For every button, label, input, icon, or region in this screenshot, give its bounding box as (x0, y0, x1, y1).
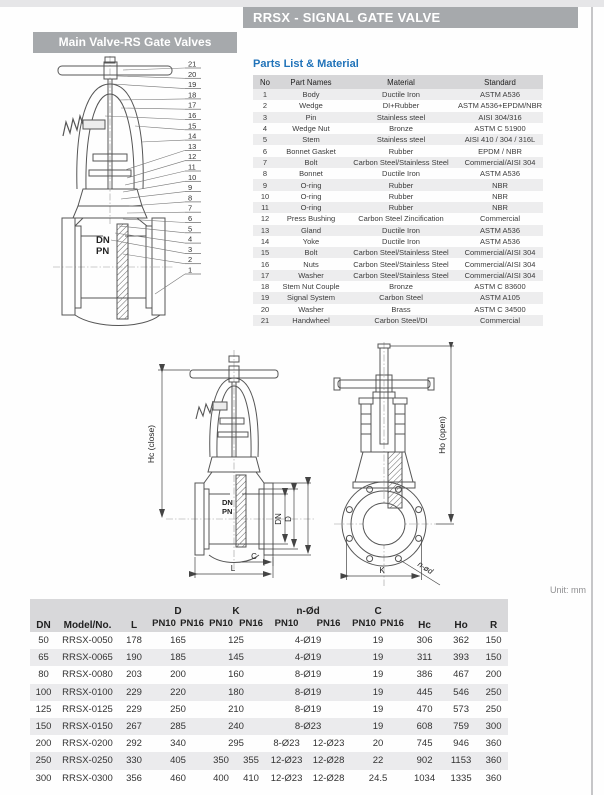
parts-list-section (253, 58, 545, 326)
dim-table-row: 80 RRSX-0080 203 200 160 8-Ø19 19 386 467 200 (38, 669, 502, 681)
dim-table-row: 50 RRSX-0050 178 165 125 4-Ø19 19 306 362 150 (38, 635, 502, 647)
dim-header-row-1 (30, 599, 508, 618)
dim-table-row: 300 RRSX-0300 356 460 400 410 12-Ø23 12-Ø28 24.5 1034 1335 360 (35, 772, 502, 784)
dim-table-row: 250 RRSX-0250 330 405 350 355 12-Ø23 12-Ø28 22 902 1153 360 (30, 752, 508, 769)
parts-table-row: 12 Press Bushing Carbon Steel Zincification Commercial (260, 214, 520, 224)
hc-close-dimension-label: Hc (close) (146, 424, 156, 464)
drawing-pn-label: PN (96, 246, 110, 257)
valve-cutaway-drawing (25, 56, 205, 338)
dim-sub-k-pn16: PN16 (236, 618, 266, 632)
d-dimension-label: D (284, 516, 293, 522)
l-dimension-label: L (230, 564, 236, 573)
section-subtitle: Main Valve-RS Gate Valves (58, 35, 212, 49)
dim-sub-d-pn10: PN10 (150, 618, 178, 632)
dimensions-table (30, 599, 508, 787)
parts-col-standard: Standard (457, 75, 543, 89)
parts-table-row: 14 Yoke Ductile Iron ASTM A536 (260, 237, 521, 246)
callout-number: 20 (188, 69, 197, 79)
n-od-dimension-label: n-ød (416, 559, 435, 577)
callout-number: 17 (188, 100, 197, 110)
parts-table-row: 8 Bonnet Ductile Iron ASTM A536 (262, 169, 521, 179)
page-border-line (591, 7, 593, 795)
callout-number: 21 (188, 59, 197, 69)
dim-col-hc: Hc (406, 599, 443, 632)
parts-table-row: 4 Wedge Nut Bronze ASTM C 51900 (262, 124, 526, 134)
parts-table-row: 16 Nuts Carbon Steel/Stainless Steel Commercial/AISI 304 (260, 259, 536, 269)
parts-table-body (253, 89, 543, 326)
unit-label: Unit: mm (550, 585, 586, 595)
dim-col-ho: Ho (443, 599, 479, 632)
page-top-strip (0, 0, 604, 7)
parts-col-part-names: Part Names (277, 75, 345, 89)
parts-table-row: 15 Bolt Carbon Steel/Stainless Steel Commercial/AISI 304 (253, 247, 543, 258)
callout-number: 13 (188, 141, 197, 151)
parts-col-no: No (253, 75, 277, 89)
callout-number: 3 (188, 244, 193, 254)
parts-table-row: 19 Signal System Carbon Steel ASTM A105 (253, 292, 543, 303)
parts-table-header-row (253, 75, 543, 89)
callout-number: 1 (188, 265, 193, 275)
parts-table-row: 3 Pin Stainless steel AISI 304/316 (253, 112, 543, 123)
section-subtitle-bar (33, 32, 237, 53)
callout-number: 4 (188, 234, 193, 244)
callout-number: 7 (188, 203, 193, 213)
dim-sub-d-pn16: PN16 (178, 618, 206, 632)
dim-col-c: C (350, 599, 406, 618)
parts-table-row: 7 Bolt Carbon Steel/Stainless Steel Commercial/AISI 304 (253, 157, 543, 168)
parts-table-row: 9 O-ring Rubber NBR (253, 179, 543, 190)
dim-col-r: R (479, 599, 508, 632)
callout-number: 19 (188, 80, 197, 90)
dim-sub-c-pn16: PN16 (378, 618, 406, 632)
dim-sub-nd-pn10: PN10 (266, 618, 307, 632)
dim-col-l: L (118, 599, 150, 632)
page-title-bar (243, 7, 578, 28)
dim-col-d: D (150, 599, 206, 618)
valve-open-dimension-drawing (318, 342, 508, 590)
callout-number: 12 (188, 152, 197, 162)
dim-table-row: 150 RRSX-0150 267 285 240 8-Ø23 19 608 759 300 (30, 718, 508, 735)
parts-table-row: 20 Washer Brass ASTM C 34500 (260, 304, 526, 314)
parts-table-row: 5 Stem Stainless steel AISI 410 / 304 / 316L (253, 134, 543, 145)
callout-number: 5 (188, 224, 193, 234)
dim-table-row: 200 RRSX-0200 292 340 295 8-Ø23 12-Ø23 20 745 946 360 (35, 738, 502, 750)
parts-table-row: 2 Wedge DI+Rubber ASTM A536+EPDM/NBR (262, 101, 542, 111)
dim-col-dn: DN (30, 599, 57, 632)
dim-sub-c-pn10: PN10 (350, 618, 378, 632)
c-dimension-label: C (251, 552, 257, 561)
parts-table (253, 75, 543, 326)
parts-table-row: 18 Stem Nut Couple Bronze ASTM C 83600 (260, 282, 526, 292)
valve-cutaway-dn-pn-label (96, 235, 110, 257)
parts-table-row: 11 O-ring Rubber NBR (253, 202, 543, 213)
dn-dimension-label: DN (274, 513, 283, 525)
k-dimension-label: K (379, 566, 385, 575)
callout-number: 10 (188, 172, 197, 182)
callout-number: 9 (188, 183, 193, 193)
page-title: RRSX - SIGNAL GATE VALVE (253, 10, 441, 25)
dim-table-row: 100 RRSX-0100 229 220 180 8-Ø19 19 445 546 250 (30, 684, 508, 701)
dim-col-k: K (206, 599, 266, 618)
parts-table-row: 21 Handwheel Carbon Steel/DI Commercial (253, 315, 543, 326)
parts-table-row: 13 Gland Ductile Iron ASTM A536 (253, 225, 543, 236)
dim-table-row: 125 RRSX-0125 229 250 210 8-Ø19 19 470 573 250 (35, 703, 502, 715)
callout-number: 2 (188, 255, 193, 265)
dim-sub-nd-pn16: PN16 (307, 618, 350, 632)
dim-table-body (30, 632, 508, 787)
parts-table-row: 6 Bonnet Gasket Rubber EPDM / NBR (262, 146, 522, 156)
dim-col-nd: n-Ød (266, 599, 350, 618)
dimensions-table-section (30, 599, 508, 787)
callout-number: 8 (188, 193, 193, 203)
parts-table-row: 17 Washer Carbon Steel/Stainless Steel Commercial/AISI 304 (253, 270, 543, 281)
parts-table-row: 10 O-ring Rubber NBR (260, 191, 508, 201)
drawing-closed-dn-label: DN (222, 498, 233, 507)
callout-number: 16 (188, 111, 197, 120)
dim-table-row: 65 RRSX-0065 190 185 145 4-Ø19 19 311 393 150 (30, 649, 508, 666)
parts-table-row: 1 Body Ductile Iron ASTM A536 (253, 89, 543, 100)
dim-col-model: Model/No. (57, 599, 118, 632)
callout-number: 11 (188, 162, 196, 172)
dim-sub-k-pn10: PN10 (206, 618, 236, 632)
drawing-closed-pn-label: PN (222, 507, 233, 516)
callout-number: 6 (188, 214, 193, 223)
dimension-lines (158, 370, 311, 578)
valve-closed-dimension-drawing (130, 342, 320, 590)
parts-col-material: Material (345, 75, 457, 89)
callout-number: 14 (188, 131, 197, 141)
drawing-dn-label: DN (96, 235, 110, 246)
parts-list-title: Parts List & Material (253, 58, 359, 70)
ho-open-dimension-label: Ho (open) (437, 416, 447, 454)
callout-number: 15 (188, 121, 197, 131)
callout-number: 18 (188, 90, 197, 100)
